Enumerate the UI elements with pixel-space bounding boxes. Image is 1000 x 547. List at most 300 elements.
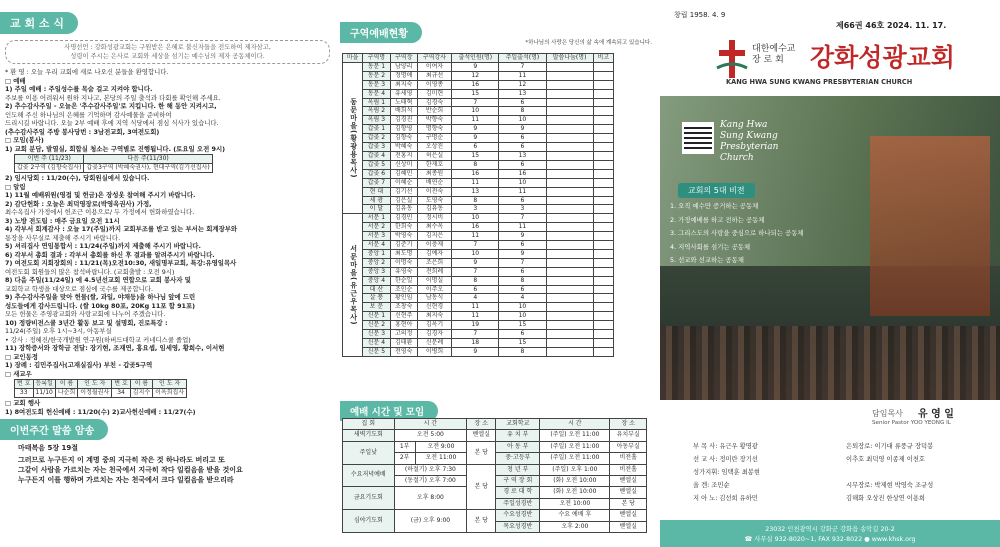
district-cell-empty [546,80,593,89]
service-time: (동절기) 오후 7:00 [394,476,467,487]
district-cell: 16 [452,169,499,178]
district-cell-empty [593,347,613,356]
newcomer-cell: 33 [15,389,34,398]
school-cell: 유치부실 [610,430,647,441]
newcomer-cell: 이정월권사 [78,389,112,398]
district-cell-empty [546,303,593,312]
district-cell: 최지숙 [390,80,417,89]
district-row [343,258,614,267]
district-cell: 갑곶 1 [363,125,390,134]
church-phone: ☎ 사무실 932-8020~1, FAX 932-8022 ● www.khsk.org [744,536,916,543]
church-address: 23032 인천광역시 강화군 강화읍 송악길 20-2 [765,526,895,533]
district-cell: 6 [499,285,546,294]
worship-title: □ 예배 [5,76,26,85]
newcomer-table [14,379,187,398]
session-line: 2) 임시당회 : 11/20(수), 당회원실에서 있습니다. [5,174,150,182]
cross-logo-icon [715,38,749,80]
district-cell: 신현주 [390,312,417,321]
district-header-cell: 주일출석(명) [499,54,546,63]
service-time: 오전 5:00 [394,430,467,441]
district-cell: 최수옥 [417,223,451,232]
staff-line: 부 목 사: 유근우 황명광 [693,443,758,450]
district-cell-empty [593,294,613,303]
verse-header: 이번주간 말씀 암송 [0,419,108,440]
district-cell: 살 풍 [363,294,390,303]
district-cell-empty [546,196,593,205]
district-table [342,53,614,357]
notice-line: 모든 헌물은 주영광교회와 사랑교회에 나누어 주겠습니다. [5,310,166,318]
cleaning-cell: 다음 주(11/30) [84,155,212,164]
district-cell: 6 [499,98,546,107]
district-cell-empty [546,205,593,214]
district-cell-empty [546,116,593,125]
district-cell: 김혜민 [390,169,417,178]
district-cell: 세 광 [363,196,390,205]
service-header-cell: 집 회 [343,419,395,430]
district-cell: 4 [499,294,546,303]
district-cell-empty [546,267,593,276]
school-cell: 목요성경반 [496,521,540,532]
district-cell: 박혜숙 [390,143,417,152]
school-cell: 비전홀 [610,453,647,464]
notice-line: 11) 장학증서와 장학금 전달: 장기현, 조재연, 홍요셉, 임세영, 황희수, 이서현 [5,344,225,352]
district-header-row [343,54,614,63]
district-cell: 중앙 4 [363,276,390,285]
cleaning-line: 1) 교회 분담, 발열실, 회합실 청소는 구역별로 진행됩니다. (토요일 오전 9시) [5,144,226,153]
district-row [343,169,614,178]
school-cell: (주일) 오전 11:00 [540,453,610,464]
district-cell-empty [546,134,593,143]
district-cell: 8 [499,347,546,356]
district-cell: 김기선 [390,187,417,196]
district-cell: 9 [499,125,546,134]
district-cell: 최종원 [417,169,451,178]
district-cell: 8 [499,107,546,116]
district-cell-empty [546,330,593,339]
district-cell: 15 [452,89,499,98]
district-cell-empty [593,125,613,134]
school-cell: (주일) 오전 11:00 [540,441,610,452]
district-cell-empty [593,241,613,250]
district-row [343,249,614,258]
notice-line: 9) 추수감사주일을 맞아 헌물(쌀, 과일, 야채등)을 하나님 앞에 드린 [5,293,196,301]
staff-line [846,466,933,479]
service-place: 본 당 [467,464,496,510]
district-header-cell: 구역강사 [417,54,451,63]
notice-line: 10) 정량비전스쿨 3년간 활동 보고 및 설명회, 진로특강 : [5,318,168,327]
district-cell: 김준기 [390,241,417,250]
district-cell: 9 [499,232,546,241]
district-cell: 6 [499,160,546,169]
district-cell-empty [593,258,613,267]
district-cell: 6 [452,143,499,152]
district-cell-empty [546,151,593,160]
script-line: Kang Hwa [720,120,768,130]
script-line: Presbyterian [720,142,779,152]
district-row [343,294,614,303]
district-column [340,0,658,547]
worship-line: 2) 추수감사주일 - 오늘은 '추수감사주일'로 지킵니다. 한 해 동안 지켜시고, [5,102,217,110]
district-cell-empty [593,178,613,187]
district-cell: 신현경 [417,303,451,312]
notice-line: 8) 다음 주일(11/24일) 에 4.5년선교회 연합으로 교회 봉사자 및 [5,276,191,284]
district-cell-empty [593,187,613,196]
district-header-cell: 마을 [343,54,363,63]
newcomer-header-cell: 이 름 [130,380,152,389]
worship-line: 드리시길 바랍니다. 오늘 2부 예배 후에 지역 식당에서 점심 식사가 있습니다. [5,119,219,127]
service-header: 예배 시간 및 모임 [340,401,438,421]
district-cell: 반순희 [417,107,451,116]
school-cell: 오전 10:00 [540,498,610,509]
notice-line: 여전도회 회원들의 많은 참석바랍니다. (교회출발 : 오전 9시) [5,267,175,276]
district-cell: 4 [452,294,499,303]
notice-line: • 강사 : 정혜진/한국개발원 연구원(하버드대학교 커네디스쿨 졸업) [5,335,191,344]
staff-line: 은퇴장로: 이기대 류풍규 장덕봉 [846,443,934,450]
district-row [343,187,614,196]
notice-line: 6) 각부서 총회 결과 : 각부서 총회를 하신 후 결과를 알려주시기 바랍니다. [5,250,215,259]
district-row [343,241,614,250]
district-row [343,116,614,125]
district-cell: 황인임 [390,294,417,303]
cleaning-cell: 갑곶 2구역 (김향숙집사) [15,164,84,173]
district-cell: 전영숙 [390,347,417,356]
verse-line: 누구든지 이를 행하며 가르치는 자는 천국에서 크다 일컬음을 받으리라 [18,475,234,484]
district-cell: 배연순 [417,178,451,187]
district-cell: 이병희 [417,347,451,356]
worship-line: 주보를 이용 어려워서 원하 지나고, 본당의 주일 출석과 다회를 확인해 주세요. [5,93,221,102]
district-cell: 전홍지 [390,151,417,160]
denomination: 대한예수교 장 로 회 [752,44,796,65]
district-cell: 갑곶 6 [363,169,390,178]
district-cell: 김향숙 [390,134,417,143]
district-cell-empty [593,303,613,312]
district-cell: 신문 2 [363,321,390,330]
district-row [343,143,614,152]
district-cell: 신문 4 [363,339,390,348]
district-cell: 김경자 [417,330,451,339]
district-cell: 현 대 [363,187,390,196]
vision-header: 교회의 5대 비전 [678,183,755,198]
district-cell: 최지숙 [417,312,451,321]
district-cell: 이여자 [417,62,451,71]
service-row [343,510,647,521]
worship-line: 인도해 주신 하나님의 은혜를 기억하며 감사예물을 준비하여 [5,110,172,119]
district-cell: 3 [499,205,546,214]
notice-line: 4) 각부서 회계감사 : 오늘 17(주일)까지 교회부조를 받고 있는 부서는 회계장부와 [5,225,238,233]
newcomer-cell: 34 [112,389,131,398]
events-line: 1) 8여전도회 헌신예배 : 11/20(수) 2)교사헌신예배 : 11/27(수) [5,407,196,416]
staff-line: 지 아 노: 김선희 유하민 [693,495,758,502]
district-row [343,330,614,339]
district-cell: 정시비 [417,214,451,223]
district-cell: 구명순 [417,134,451,143]
district-row [343,89,614,98]
service-header-row [343,419,647,430]
service-name: 수요저녁예배 [343,464,395,487]
district-cell: 오상진 [417,143,451,152]
district-cell: 12 [499,80,546,89]
district-cell-empty [593,89,613,98]
district-cell-empty [546,107,593,116]
district-cell: 신문례 [417,339,451,348]
district-cell: 김옥기 [417,321,451,330]
newcomer-header-cell: 이 름 [55,380,77,389]
district-cell: 보 문 [363,303,390,312]
district-cell: 6 [499,267,546,276]
service-header-cell: 장 소 [467,419,496,430]
district-cell: 15 [499,321,546,330]
newcomer-cell: 11/10 [33,389,55,398]
district-cell: 전희례 [417,267,451,276]
events-title: □ 교회 행사 [5,399,41,407]
service-name: 금요기도회 [343,487,395,510]
district-cell-empty [546,98,593,107]
school-cell: 벧엘실 [610,510,647,521]
newcomer-header-cell: 인 도 자 [153,380,187,389]
school-cell: (화) 오전 10:00 [540,476,610,487]
worship-lines [0,85,335,136]
district-cell: 이 달 [363,205,390,214]
district-cell: 16 [499,169,546,178]
district-cell: 7 [452,330,499,339]
district-cell-empty [546,347,593,356]
district-cell-empty [593,107,613,116]
district-cell: 이주오 [417,285,451,294]
district-cell: 7 [499,214,546,223]
school-cell: 아 동 부 [496,441,540,452]
school-cell: (주일) 오후 1:00 [540,464,610,475]
notice-line: 11/24(주일) 오후 1시~3시, 아동부실 [5,327,112,335]
service-table [342,418,647,533]
newcomer-header-cell: 인 도 자 [78,380,112,389]
district-cell: 김유동 [417,205,451,214]
district-cell: 서문 1 [363,214,390,223]
district-header-cell: 출석인원(명) [452,54,499,63]
district-cell: 이충재 [417,241,451,250]
district-cell: 갑곶 4 [363,151,390,160]
district-cell-empty [546,339,593,348]
meeting-title: □ 모임(봉사) [5,136,44,144]
cleaning-table [14,154,213,173]
district-cell: 13 [499,151,546,160]
district-cell: 도영숙 [417,196,451,205]
district-cell-empty [593,62,613,71]
staff-line: 시무장로: 박제현 박영숙 조규성 [846,482,934,489]
district-cell: 10 [452,214,499,223]
vision-item: 2. 가정예배를 하고 전하는 공동체 [670,215,765,224]
school-cell: 유 치 부 [496,430,540,441]
district-cell: 3 [452,205,499,214]
school-cell: 주일성경반 [496,498,540,509]
staff-line: 이추호 최덕영 이종제 이천호 [846,456,925,463]
district-cell: 박향숙 [417,116,451,125]
pastor-name: 유 영 일 [918,409,954,420]
district-cell: 9 [452,258,499,267]
district-cell: 9 [452,125,499,134]
district-row [343,285,614,294]
church-name: 강화성광교회 [810,43,955,72]
district-cell: 남동식 [417,294,451,303]
district-cell-empty [546,232,593,241]
district-cell: 김예자 [417,249,451,258]
service-time: (금) 오후 9:00 [394,510,467,533]
district-row [343,80,614,89]
school-cell: 수요성경반 [496,510,540,521]
district-village-name: 동문마을(황광용목사) [343,62,363,213]
verse-line: 그러므로 누구든지 이 계명 중의 지극히 작은 것 하나라도 버리고 또 [18,455,225,464]
district-cell: 6 [499,330,546,339]
staff-line: 올 겐: 조민순 [693,482,730,489]
staff-title: □ 교인동정 [5,352,38,361]
district-cell: 고의정 [390,330,417,339]
district-cell: 김경민 [390,214,417,223]
school-cell: 경 로 대 학 [496,487,540,498]
district-row [343,196,614,205]
district-cell: 11 [452,178,499,187]
district-cell-empty [593,169,613,178]
vision-item: 5. 선교와 선교하는 공동체 [670,256,744,264]
district-cell: 김미현 [417,89,451,98]
district-cell: 동문 4 [363,89,390,98]
issue-info: 제66권 46호 2024. 11. 17. [836,21,947,30]
district-cell-empty [593,339,613,348]
district-cell: 10 [499,116,546,125]
district-cell: 11 [452,303,499,312]
district-cell: 배희석 [390,107,417,116]
notice-line: 3) 노방 전도팀 : 매주 금요일 오전 11시 [5,216,120,225]
district-cell: 이영종 [417,80,451,89]
district-cell: 6 [499,241,546,250]
pastor-label: 담임목사 [872,409,903,418]
district-cell: 8 [499,276,546,285]
school-cell: 아동부실 [610,441,647,452]
notice-line: 교회학교 학생을 대상으로 점심에 국수를 제공합니다. [5,284,154,293]
notice-line: 1) 11월 예배위원(영접 및 헌금)은 장성옷 참여해 주시기 바랍니다. [5,191,196,199]
footer-bar [660,520,1000,547]
district-cell: 7 [499,62,546,71]
district-cell: 조인순 [390,285,417,294]
district-cell: 6 [499,196,546,205]
district-cell: 10 [452,107,499,116]
district-cell: 갑곶 2 [363,134,390,143]
service-place: 본 당 [467,510,496,533]
newcomer-header-cell: 등록일 [33,380,55,389]
district-cell: 13 [499,89,546,98]
district-cell: 19 [452,321,499,330]
district-row [343,107,614,116]
district-cell: 남양리 [390,62,417,71]
service-row [343,430,647,441]
school-cell: 중·고등부 [496,453,540,464]
district-row [343,205,614,214]
school-cell: 오후 2:00 [540,521,610,532]
district-cell: 8 [452,276,499,285]
notice-line: 5) 셔리집사 연임통합서 : 11/24(주일)까지 제출해 주시기 바랍니다. [5,242,201,250]
district-cell: 갑곶 5 [363,160,390,169]
district-header-cell: 구역명 [363,54,390,63]
notice-line: 2) 감단헌화 : 오늘은 최덕영장로(박영옥권사) 가정, [5,199,152,208]
district-cell: 이명실 [417,276,451,285]
district-cell: 서문 3 [363,232,390,241]
district-cell-empty [546,312,593,321]
district-row [343,276,614,285]
school-cell: 본 당 [610,498,647,509]
district-cell-empty [593,143,613,152]
district-cell: 조은희 [417,258,451,267]
district-cell-empty [546,241,593,250]
district-cell-empty [546,258,593,267]
district-cell: 18 [452,339,499,348]
service-header-cell: 장 소 [610,419,647,430]
district-cell-empty [593,321,613,330]
staff-line: 선 교 사: 정미란 장기선 [693,456,758,463]
service-header-cell: 시 간 [394,419,467,430]
district-cell-empty [546,187,593,196]
cleaning-row [15,155,213,164]
district-cell: 10 [499,312,546,321]
district-cell-empty [546,143,593,152]
welcome-line: * 환 영 : 오늘 우리 교회에 새로 나오신 분들을 환영합니다. [5,68,169,76]
newcomer-cell: 김지수 [130,389,152,398]
district-cell-empty [546,276,593,285]
district-row [343,151,614,160]
district-cell: 신문 1 [363,312,390,321]
newcomer-title: □ 새교우 [5,369,32,378]
verse-line: 그같이 사람을 가르치는 자는 천국에서 지극히 작다 일컬음을 받을 것이요 [18,465,243,474]
district-cell: 11 [499,71,546,80]
district-cell-empty [593,223,613,232]
script-line: Sung Kwang [720,131,778,141]
district-cell: 15 [452,151,499,160]
district-cell: 이명숙 [390,258,417,267]
district-cell-empty [546,160,593,169]
church-english-name: KANG HWA SUNG KWANG PRESBYTERIAN CHURCH [726,78,913,86]
district-cell: 8 [452,160,499,169]
district-cell: 11 [452,232,499,241]
cleaning-cell: 이번 주 (11/23) [15,155,84,164]
district-cell-empty [593,196,613,205]
service-header-cell: 교회학교 [496,419,540,430]
district-cell: 갑곶 3 [363,143,390,152]
district-cell-empty [546,214,593,223]
service-part: 1부 [394,441,415,452]
district-cell-empty [546,89,593,98]
service-header-cell: 시 간 [540,419,610,430]
district-cell: 11 [452,116,499,125]
district-row [343,347,614,356]
district-cell-empty [593,232,613,241]
district-cell: 7 [452,98,499,107]
district-cell: 옥림 1 [363,98,390,107]
district-cell: 박영숙 [390,232,417,241]
district-cell: 16 [452,223,499,232]
district-cell: 한재호 [417,160,451,169]
district-cell: 7 [499,258,546,267]
district-cell-empty [546,294,593,303]
news-column [0,0,335,547]
school-cell: 벧엘실 [610,476,647,487]
staff-list-right [846,440,933,505]
vision-item: 1. 오직 예수만 증거하는 공동체 [670,202,759,210]
district-note: *하나님의 사랑은 당신의 삶 속에 계속되고 있습니다. [525,40,652,46]
newcomer-row [15,389,187,398]
district-header-cell: 구역장 [390,54,417,63]
district-row [343,160,614,169]
district-cell: 신상미 [390,160,417,169]
school-cell: 구 역 장 회 [496,476,540,487]
district-header-cell: 말씀나눔(명) [546,54,593,63]
vision-item: 3. 그리스도의 사랑을 중심으로 하나되는 공동체 [670,229,804,237]
